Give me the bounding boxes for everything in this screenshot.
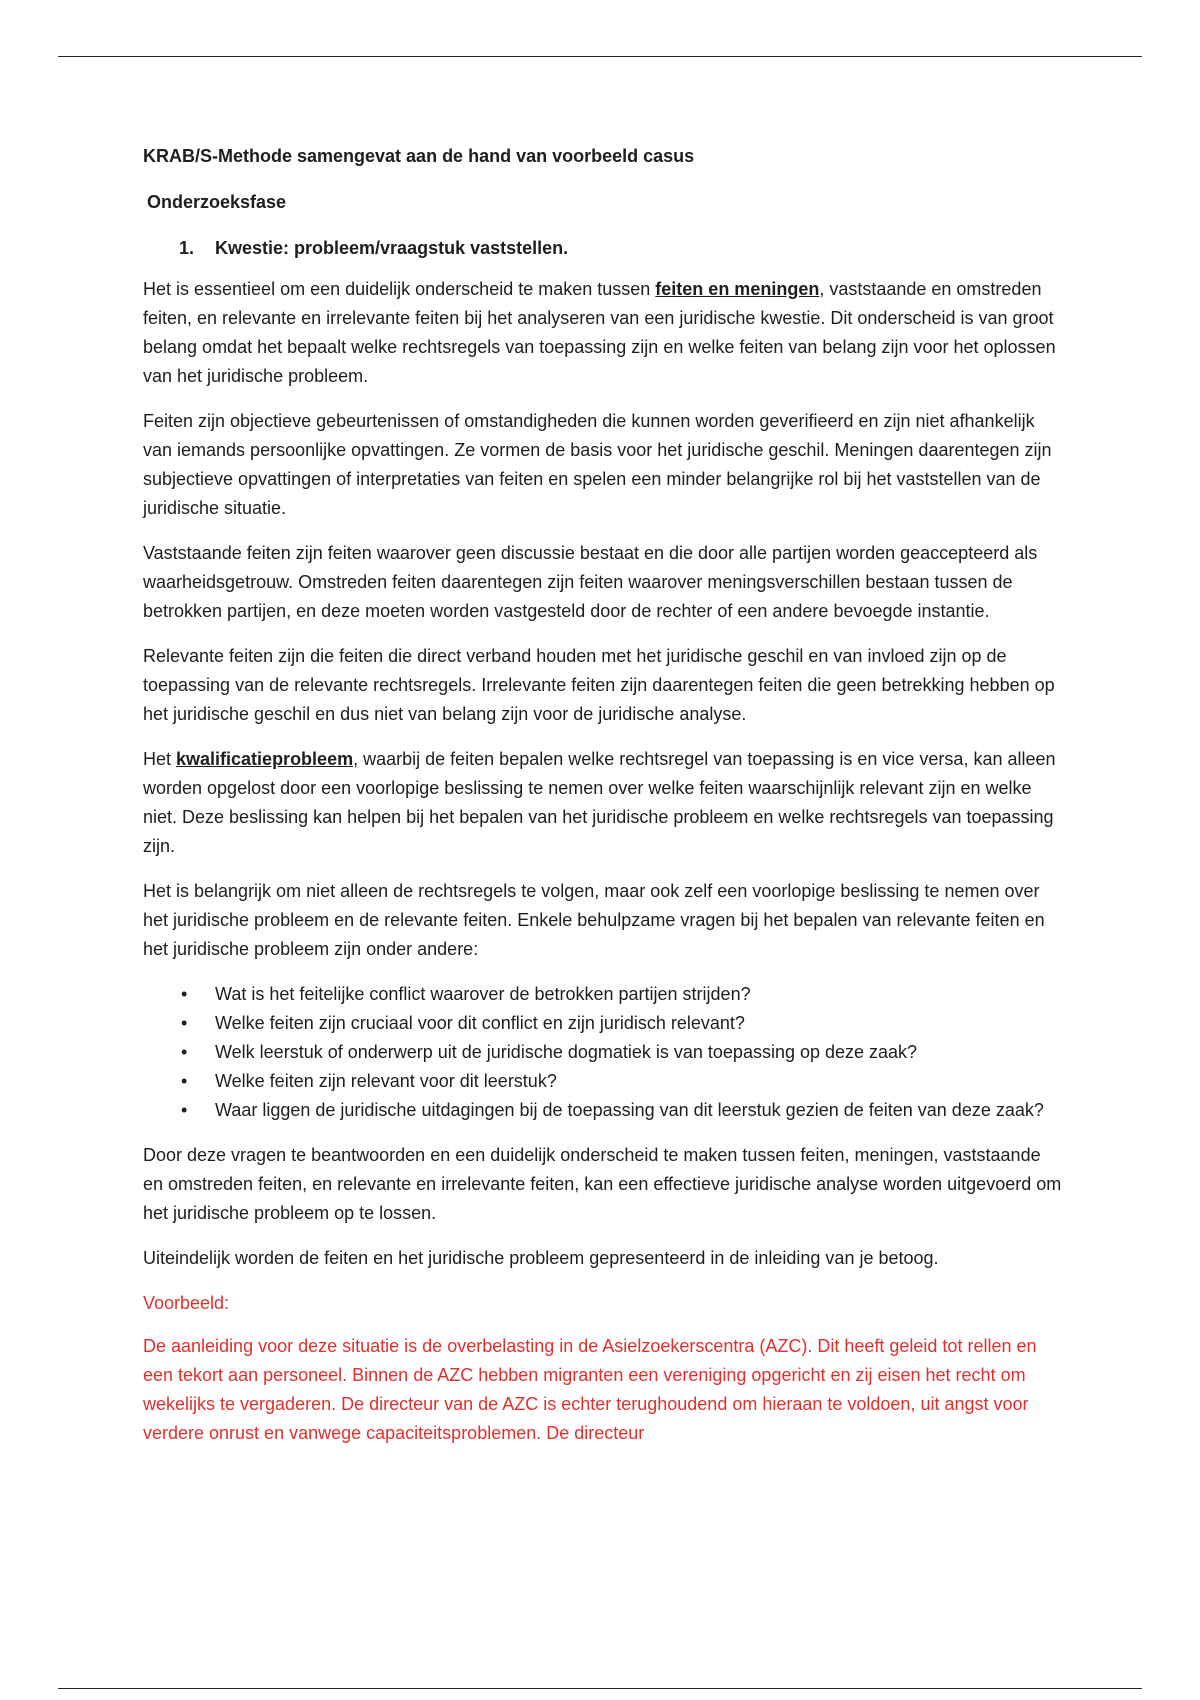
list-item bbox=[143, 1067, 1063, 1096]
numbered-heading bbox=[179, 234, 1063, 263]
bullet-icon: • bbox=[181, 1071, 188, 1091]
list-item-text: Welke feiten zijn cruciaal voor dit conflict en zijn juridisch relevant? bbox=[215, 1013, 745, 1033]
p5-before: Het bbox=[143, 749, 177, 769]
list-item bbox=[143, 1038, 1063, 1067]
header-rule bbox=[58, 56, 1142, 57]
heading-text: Kwestie: probleem/vraagstuk vaststellen. bbox=[215, 238, 569, 258]
paragraph-behulpzame-vragen: Het is belangrijk om niet alleen de rechtsregels te volgen, maar ook zelf een voorlopige beslissing te nemen over het juridische probleem en de relevante feiten. Enkele behulpzame vragen bij het bepalen van relevante feiten en het juridische probleem zijn onder andere: bbox=[143, 881, 1045, 959]
paragraph-relevante-feiten: Relevante feiten zijn die feiten die direct verband houden met het juridische geschil en van invloed zijn op de toepassing van de relevante rechtsregels. Irrelevante feiten zijn daarentegen feiten die geen betrekking hebben op het juridische geschil en dus niet van belang zijn voor de juridische analyse. bbox=[143, 646, 1055, 724]
list-item bbox=[143, 980, 1063, 1009]
document-title: KRAB/S-Methode samengevat aan de hand van voorbeeld casus bbox=[143, 146, 695, 166]
bullet-icon: • bbox=[181, 1042, 188, 1062]
list-item-text: Welk leerstuk of onderwerp uit de juridische dogmatiek is van toepassing op deze zaak? bbox=[215, 1042, 918, 1062]
section-heading: Onderzoeksfase bbox=[147, 192, 287, 212]
paragraph-vaststaande-feiten: Vaststaande feiten zijn feiten waarover geen discussie bestaat en die door alle partijen worden geaccepteerd als waarheidsgetrouw. Omstreden feiten daarentegen zijn feiten waarover meningsverschillen bestaan tussen de betrokken partijen, en deze moeten worden vastgesteld door de rechter of een andere bevoegde instantie. bbox=[143, 543, 1038, 621]
p5-after: , waarbij de feiten bepalen welke rechtsregel van toepassing is en vice versa, kan alleen worden opgelost door een voorlopige beslissing te nemen over welke feiten waarschijnlijk relevant zijn en welke niet. Deze beslissing kan helpen bij het bepalen van het juridische probleem en welke rechtsregels van toepassing zijn. bbox=[143, 749, 1056, 856]
bullet-icon: • bbox=[181, 1013, 188, 1033]
paragraph-inleiding-betoog: Uiteindelijk worden de feiten en het juridische probleem gepresenteerd in de inleiding van je betoog. bbox=[143, 1248, 939, 1268]
document-body bbox=[143, 142, 1063, 1464]
keyword-feiten-meningen: feiten en meningen bbox=[655, 279, 820, 299]
footer-rule bbox=[58, 1688, 1142, 1689]
p1-after: , vaststaande en omstreden feiten, en relevante en irrelevante feiten bij het analyseren van een juridische kwestie. Dit onderscheid is van groot belang omdat het bepaalt welke rechtsregels van toepassing zijn en welke feiten van belang zijn voor het oplossen van het juridische probleem. bbox=[143, 279, 1056, 386]
keyword-kwalificatieprobleem: kwalificatieprobleem bbox=[176, 749, 354, 769]
p1-before: Het is essentieel om een duidelijk onderscheid te maken tussen bbox=[143, 279, 656, 299]
heading-number: 1. bbox=[179, 238, 195, 258]
list-item bbox=[143, 1009, 1063, 1038]
example-label: Voorbeeld: bbox=[143, 1293, 230, 1313]
paragraph-kwalificatieprobleem bbox=[143, 745, 1063, 861]
list-item-text: Waar liggen de juridische uitdagingen bij de toepassing van dit leerstuk gezien de feiten van deze zaak? bbox=[215, 1100, 1044, 1120]
paragraph-conclusie: Door deze vragen te beantwoorden en een duidelijk onderscheid te maken tussen feiten, meningen, vaststaande en omstreden feiten, en relevante en irrelevante feiten, kan een effectieve juridische analyse worden uitgevoerd om het juridische probleem op te lossen. bbox=[143, 1145, 1062, 1223]
paragraph-feiten-objectief: Feiten zijn objectieve gebeurtenissen of omstandigheden die kunnen worden geverifieerd en zijn niet afhankelijk van iemands persoonlijke opvattingen. Ze vormen de basis voor het juridische geschil. Meningen daarentegen zijn subjectieve opvattingen of interpretaties van feiten en spelen een minder belangrijke rol bij het vaststellen van de juridische situatie. bbox=[143, 411, 1052, 518]
paragraph-feiten-meningen bbox=[143, 275, 1063, 391]
list-item bbox=[143, 1096, 1063, 1125]
question-list bbox=[143, 980, 1063, 1125]
list-item-text: Wat is het feitelijke conflict waarover de betrokken partijen strijden? bbox=[215, 984, 751, 1004]
example-text: De aanleiding voor deze situatie is de overbelasting in de Asielzoekerscentra (AZC). Dit heeft geleid tot rellen en een tekort aan personeel. Binnen de AZC hebben migranten een vereniging opgericht en zij eisen het recht om wekelijks te vergaderen. De directeur van de AZC is echter terughoudend om hieraan te voldoen, uit angst voor verdere onrust en vanwege capaciteitsproblemen. De directeur bbox=[143, 1336, 1037, 1443]
bullet-icon: • bbox=[181, 1100, 188, 1120]
list-item-text: Welke feiten zijn relevant voor dit leerstuk? bbox=[215, 1071, 557, 1091]
bullet-icon: • bbox=[181, 984, 188, 1004]
